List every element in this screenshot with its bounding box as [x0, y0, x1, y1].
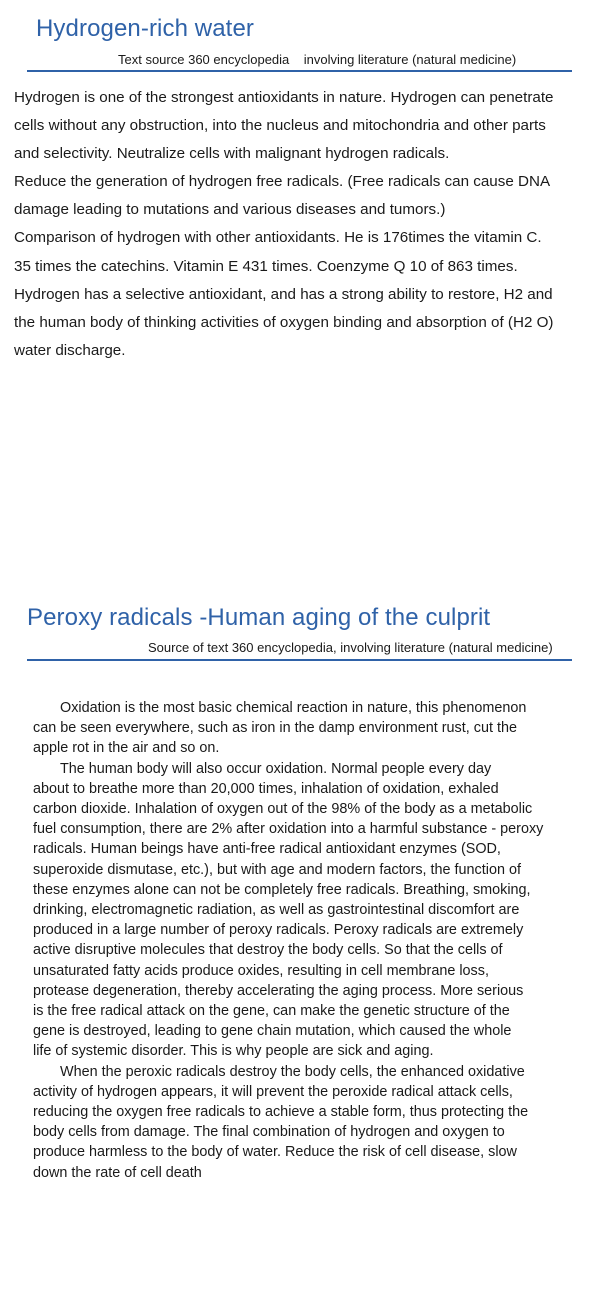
body-line: Hydrogen has a selective antioxidant, and has a strong ability to restore, H2 and	[14, 285, 553, 303]
body-line: body cells from damage. The final combination of hydrogen and oxygen to	[33, 1124, 505, 1141]
body-line: down the rate of cell death	[33, 1164, 202, 1181]
body-line: produce harmless to the body of water. Reduce the risk of cell disease, slow	[33, 1144, 517, 1161]
body-line: apple rot in the air and so on.	[33, 740, 220, 757]
body-line: The human body will also occur oxidation. Normal people every day	[60, 760, 492, 777]
body-line: Reduce the generation of hydrogen free radicals. (Free radicals can cause DNA	[14, 173, 551, 191]
body-line: Hydrogen is one of the strongest antioxidants in nature. Hydrogen can penetrate	[14, 89, 554, 106]
section-body	[33, 698, 593, 1183]
body-line: protease degeneration, thereby accelerating the aging process. More serious	[33, 982, 524, 999]
body-line: gene is destroyed, leading to gene chain mutation, which caused the whole	[33, 1023, 512, 1040]
body-line: these enzymes alone can not be completely free radicals. Breathing, smoking,	[33, 881, 531, 898]
section-title: Hydrogen-rich water	[36, 15, 254, 42]
body-line: activity of hydrogen appears, it will prevent the peroxide radical attack cells,	[33, 1083, 513, 1100]
body-line: the human body of thinking activities of oxygen binding and absorption of (H2 O)	[14, 313, 554, 331]
body-line: water discharge.	[14, 341, 126, 359]
body-line: Oxidation is the most basic chemical reaction in nature, this phenomenon	[60, 700, 527, 716]
source-note: Text source 360 encyclopedia involving literature (natural medicine)	[118, 52, 517, 67]
body-line: produced in a large number of peroxy radicals. Peroxy radicals are extremely	[33, 922, 524, 939]
body-line: When the peroxic radicals destroy the body cells, the enhanced oxidative	[60, 1063, 525, 1080]
body-line: can be seen everywhere, such as iron in the damp environment rust, cut the	[33, 720, 517, 737]
body-line: about to breathe more than 20,000 times, inhalation of oxidation, exhaled	[33, 780, 499, 797]
body-line: superoxide dismutase, etc.), but with age and modern factors, the function of	[33, 861, 521, 878]
body-line: and selectivity. Neutralize cells with malignant hydrogen radicals.	[14, 145, 450, 163]
title-underline	[27, 70, 572, 72]
body-line: unsaturated fatty acids produce oxides, resulting in cell membrane loss,	[33, 962, 489, 979]
body-line: Comparison of hydrogen with other antioxidants. He is 176times the vitamin C.	[14, 229, 542, 247]
body-line: carbon dioxide. Inhalation of oxygen out of the 98% of the body as a metabolic	[33, 801, 533, 818]
section-title: Peroxy radicals -Human aging of the culprit	[27, 604, 491, 631]
body-line: drinking, electromagnetic radiation, as well as gastrointestinal discomfort are	[33, 902, 520, 919]
body-line: reducing the oxygen free radicals to achieve a stable form, thus protecting the	[33, 1104, 529, 1121]
title-underline	[27, 659, 572, 661]
body-line: fuel consumption, there are 2% after oxidation into a harmful substance - peroxy	[33, 821, 544, 838]
body-line: damage leading to mutations and various diseases and tumors.)	[14, 201, 446, 219]
source-note: Source of text 360 encyclopedia, involving literature (natural medicine)	[148, 640, 553, 655]
section-body	[14, 84, 594, 365]
body-line: life of systemic disorder. This is why people are sick and aging.	[33, 1043, 434, 1060]
body-line: 35 times the catechins. Vitamin E 431 times. Coenzyme Q 10 of 863 times.	[14, 257, 518, 275]
body-line: cells without any obstruction, into the nucleus and mitochondria and other parts	[14, 117, 546, 135]
body-line: active disruptive molecules that destroy the body cells. So that the cells of	[33, 942, 503, 959]
body-line: is the free radical attack on the gene, can make the genetic structure of the	[33, 1003, 510, 1020]
body-line: radicals. Human beings have anti-free radical antioxidant enzymes (SOD,	[33, 841, 501, 858]
